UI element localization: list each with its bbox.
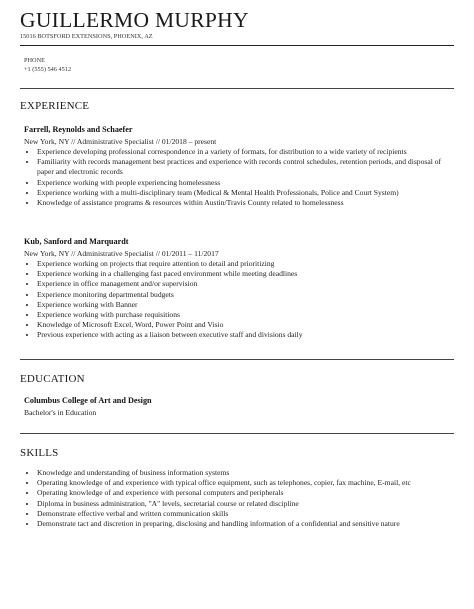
education-entry [24,395,454,418]
list-item: • Experience in office management and/or supervision [37,279,454,289]
list-item: • Knowledge of assistance programs & resources within Austin/Travis County related to homelessness [37,198,454,208]
job-bullets [24,259,454,341]
job-employer: Farrell, Reynolds and Schaefer [24,125,133,134]
job-employer: Kub, Sanford and Marquardt [24,237,129,246]
list-item: • Demonstrate tact and discretion in preparing, disclosing and handling information of a confidential and sensitive nature [37,519,454,529]
skills-entry [24,468,454,529]
header-divider [20,45,454,46]
job-entry [24,124,454,208]
experience-section-title: EXPERIENCE [20,100,90,112]
list-item: • Operating knowledge of and experience with personal computers and peripherals [37,488,454,498]
list-item: • Operating knowledge of and experience with typical office equipment, such as telephones, copier, fax machine, E-mail, etc [37,478,454,488]
section-divider [20,359,454,360]
list-item: • Demonstrate effective verbal and written communication skills [37,509,454,519]
list-item: • Knowledge and understanding of business information systems [37,468,454,478]
candidate-address: 15016 BOTSFORD EXTENSIONS, PHOENIX, AZ [20,33,153,40]
list-item: • Experience developing professional correspondence in a variety of formats, for distribution to a wide variety of recipients [37,147,454,157]
skills-list [24,468,454,529]
job-meta: New York, NY // Administrative Specialist // 01/2018 – present [24,137,217,146]
list-item: • Experience working in a challenging fast paced environment while meeting deadlines [37,269,454,279]
degree: Bachelor's in Education [24,408,97,417]
list-item: • Knowledge of Microsoft Excel, Word, Power Point and Visio [37,320,454,330]
education-section-title: EDUCATION [20,373,85,385]
candidate-name: GUILLERMO MURPHY [20,8,249,32]
list-item: • Previous experience with acting as a liaison between executive staff and divisions daily [37,330,454,340]
job-entry [24,236,454,341]
job-meta: New York, NY // Administrative Specialist // 01/2011 – 11/2017 [24,249,219,258]
list-item: • Experience monitoring departmental budgets [37,290,454,300]
list-item: • Familiarity with records management best practices and experience with records control schedules, retention periods, and disposal of paper and electronic records [37,157,454,177]
list-item: • Diploma in business administration, "A" levels, secretarial course or related discipline [37,499,454,509]
section-divider [20,88,454,89]
list-item: • Experience working with people experiencing homelessness [37,178,454,188]
list-item: • Experience working with a multi-disciplinary team (Medical & Mental Health Professionals, Police and Court System) [37,188,454,198]
job-bullets [24,147,454,208]
phone-number: +1 (555) 546 4512 [24,66,72,73]
skills-section-title: SKILLS [20,447,59,459]
list-item: • Experience working with Banner [37,300,454,310]
list-item: • Experience working with purchase requisitions [37,310,454,320]
phone-label: PHONE [24,57,45,64]
school-name: Columbus College of Art and Design [24,396,152,405]
list-item: • Experience working on projects that require attention to detail and prioritizing [37,259,454,269]
section-divider [20,433,454,434]
